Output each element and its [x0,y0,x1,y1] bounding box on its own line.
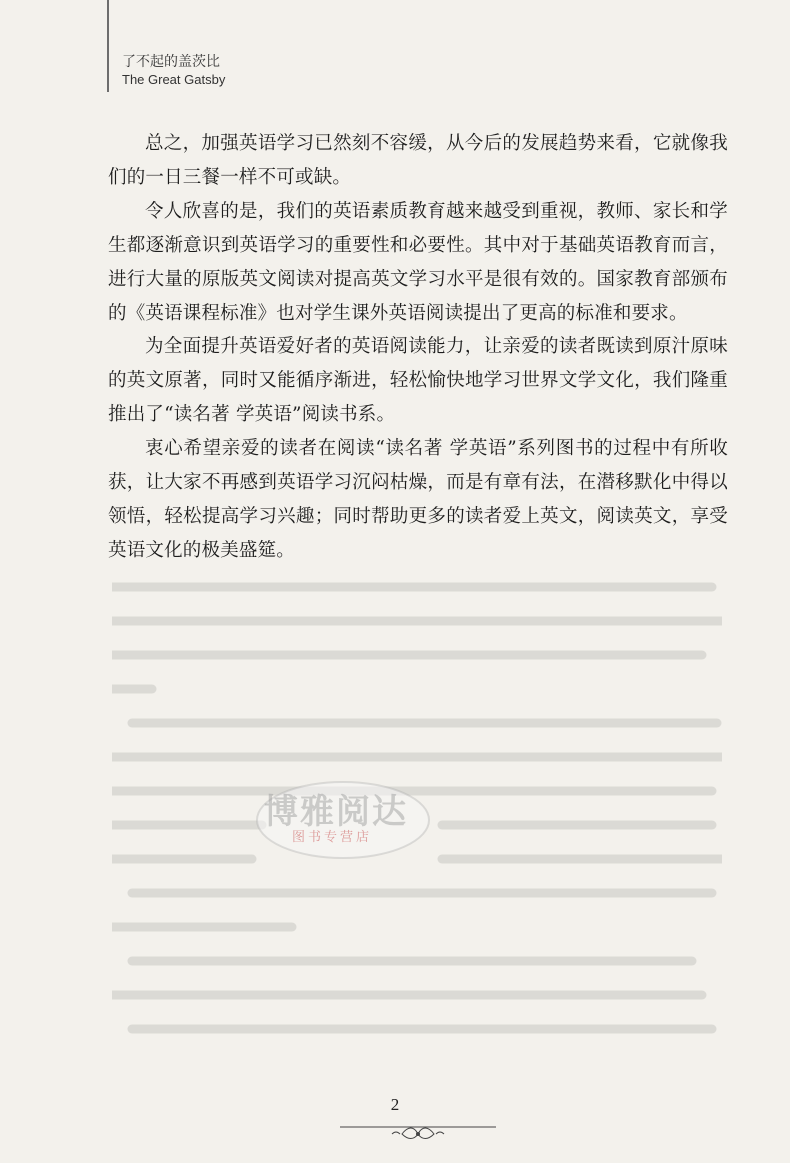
running-header-english-title: The Great Gatsby [122,72,226,87]
header-divider [107,0,109,92]
page-number-ornament [338,1116,498,1144]
watermark-shop-subtitle: 图书专营店 [292,830,373,845]
paragraph: 衷心希望亲爱的读者在阅读“读名著 学英语”系列图书的过程中有所收获，让大家不再感到英语学习沉闷枯燥，而是有章有法，在潜移默化中得以领悟，轻松提高学习兴趣；同时帮助更多的读者爱上英文，阅读英文，享受英语文化的极美盛筵。 [108,438,728,561]
page-number: 2 [390,1095,400,1114]
running-header-chinese-title: 了不起的盖茨比 [122,54,220,70]
paragraph: 总之，加强英语学习已然刻不容缓，从今后的发展趋势来看，它就像我们的一日三餐一样不可或缺。 [108,133,728,188]
body-text [108,127,728,568]
paragraph: 令人欣喜的是，我们的英语素质教育越来越受到重视，教师、家长和学生都逐渐意识到英语学习的重要性和必要性。其中对于基础英语教育而言，进行大量的原版英文阅读对提高英文学习水平是很有效的。国家教育部颁布的《英语课程标准》也对学生课外英语阅读提出了更高的标准和要求。 [108,200,728,324]
paragraph: 为全面提升英语爱好者的英语阅读能力，让亲爱的读者既读到原汁原味的英文原著，同时又能循序渐进，轻松愉快地学习世界文学文化，我们隆重推出了“读名著 学英语”阅读书系。 [108,336,728,426]
watermark-shop-name: 博雅阅达 [264,792,408,832]
